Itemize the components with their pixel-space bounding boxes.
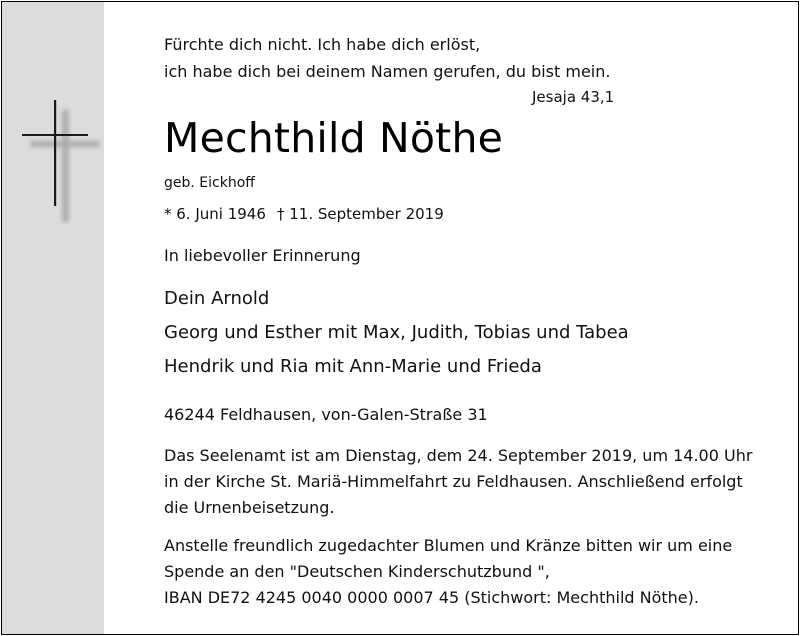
birth-date: * 6. Juni 1946: [164, 205, 266, 223]
service-line-3: die Urnenbeisetzung.: [164, 498, 335, 517]
sidebar-band: [2, 2, 104, 634]
cross-icon: [18, 98, 102, 224]
service-line-1: Das Seelenamt ist am Dienstag, dem 24. September 2019, um 14.00 Uhr: [164, 446, 753, 465]
obituary-notice: [1, 1, 799, 635]
donation-line-3: IBAN DE72 4245 0040 0000 0007 45 (Stichwort: Mechthild Nöthe).: [164, 588, 699, 607]
donation-line-2: Spende an den "Deutschen Kinderschutzbund ",: [164, 562, 550, 581]
family-line-2: Georg und Esther mit Max, Judith, Tobias und Tabea: [164, 322, 629, 343]
donation-line-1: Anstelle freundlich zugedachter Blumen und Kränze bitten wir um eine: [164, 536, 733, 555]
remembrance-line: In liebevoller Erinnerung: [164, 246, 361, 265]
family-line-3: Hendrik und Ria mit Ann-Marie und Frieda: [164, 356, 542, 377]
verse-line-2: ich habe dich bei deinem Namen gerufen, du bist mein.: [164, 62, 611, 81]
address: 46244 Feldhausen, von-Galen-Straße 31: [164, 405, 488, 424]
verse-reference: Jesaja 43,1: [532, 88, 615, 106]
death-date: † 11. September 2019: [277, 205, 444, 223]
family-line-1: Dein Arnold: [164, 288, 270, 309]
service-line-2: in der Kirche St. Mariä-Himmelfahrt zu Feldhausen. Anschließend erfolgt: [164, 472, 743, 491]
deceased-name: Mechthild Nöthe: [164, 114, 504, 162]
birth-name: geb. Eickhoff: [164, 175, 255, 191]
verse-line-1: Fürchte dich nicht. Ich habe dich erlöst,: [164, 35, 481, 54]
